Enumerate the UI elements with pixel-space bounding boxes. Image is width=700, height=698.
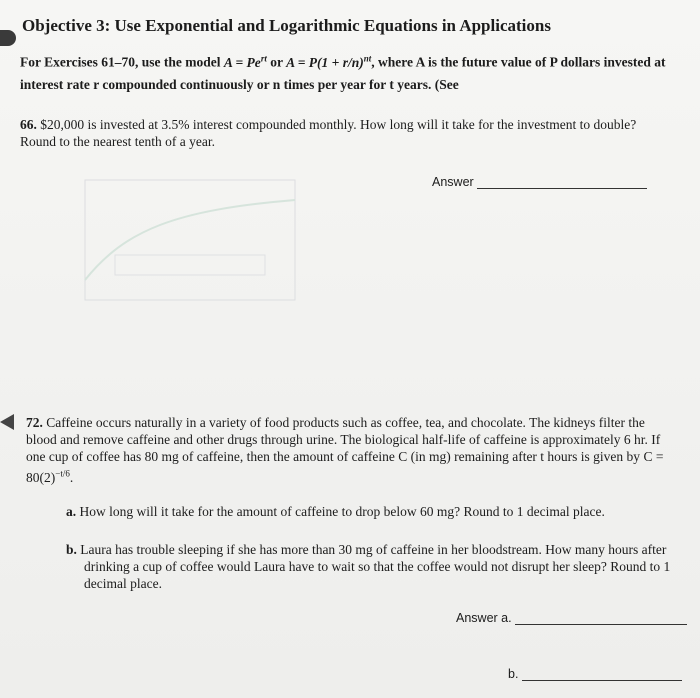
part-b-text: Laura has trouble sleeping if she has more than 30 mg of caffeine in her bloodstream. How many hours after drinking a cup of coffee would Laura have to wait so that the coffee would not disrupt her sleep? Round to 1 decimal place. (80, 542, 671, 591)
answer-66-label: Answer (432, 175, 474, 189)
problem-72-part-a (66, 503, 676, 520)
continuous-model: $A = Pe^{rt}$ (223, 53, 267, 70)
answer-72a-field[interactable] (515, 612, 687, 625)
part-a-label: a. (66, 504, 77, 519)
answer-66-field[interactable] (477, 176, 647, 189)
part-a-text: How long will it take for the amount of caffeine to drop below 60 mg? Round to 1 decimal place. (79, 504, 605, 519)
problem-66 (20, 116, 660, 150)
model-or: or (270, 54, 283, 70)
answer-72a-label: Answer a. (456, 611, 512, 625)
part-b-label: b. (66, 542, 77, 557)
caffeine-formula: $C = 80(2)^{-t/6}$. (26, 449, 664, 485)
answer-72b-label: b. (508, 667, 519, 681)
answer-72a-row (456, 611, 687, 625)
answer-72b-field[interactable] (522, 668, 682, 681)
bleed-through-graph (55, 170, 300, 320)
answer-72b-row (508, 667, 682, 681)
compound-model: $A = P(1 + r/n)^{nt}$ (286, 53, 372, 70)
problem-72-marker-icon (0, 414, 14, 430)
problem-72-part-b (66, 541, 696, 592)
problem-66-text: $20,000 is invested at 3.5% interest compounded monthly. How long will it take for the investment to double? Round to the nearest tenth of a year. (20, 117, 637, 149)
problem-72-text: Caffeine occurs naturally in a variety of food products such as coffee, tea, and chocolate. The kidneys filter the blood and remove caffeine and other drugs through urine. The biological half-life of caffeine is approximately 6 hr. If one cup of coffee has 80 mg of caffeine, then the amount of caffeine C (in mg) remaining after t hours is given by (26, 415, 661, 464)
exercise-instructions (20, 47, 680, 96)
objective-heading: Objective 3: Use Exponential and Logarithmic Equations in Applications (22, 16, 551, 35)
problem-66-number: 66. (20, 117, 37, 132)
instructions-tail: , where A is the future value of P dollars invested at interest rate r compounded continuously or n times per year for t years. (See (20, 54, 666, 92)
problem-72-number: 72. (26, 415, 43, 430)
instructions-lead: For Exercises 61–70, use the model (20, 54, 221, 70)
answer-66-row (432, 175, 647, 189)
problem-72 (26, 414, 674, 486)
page-edge-mark (0, 30, 16, 46)
